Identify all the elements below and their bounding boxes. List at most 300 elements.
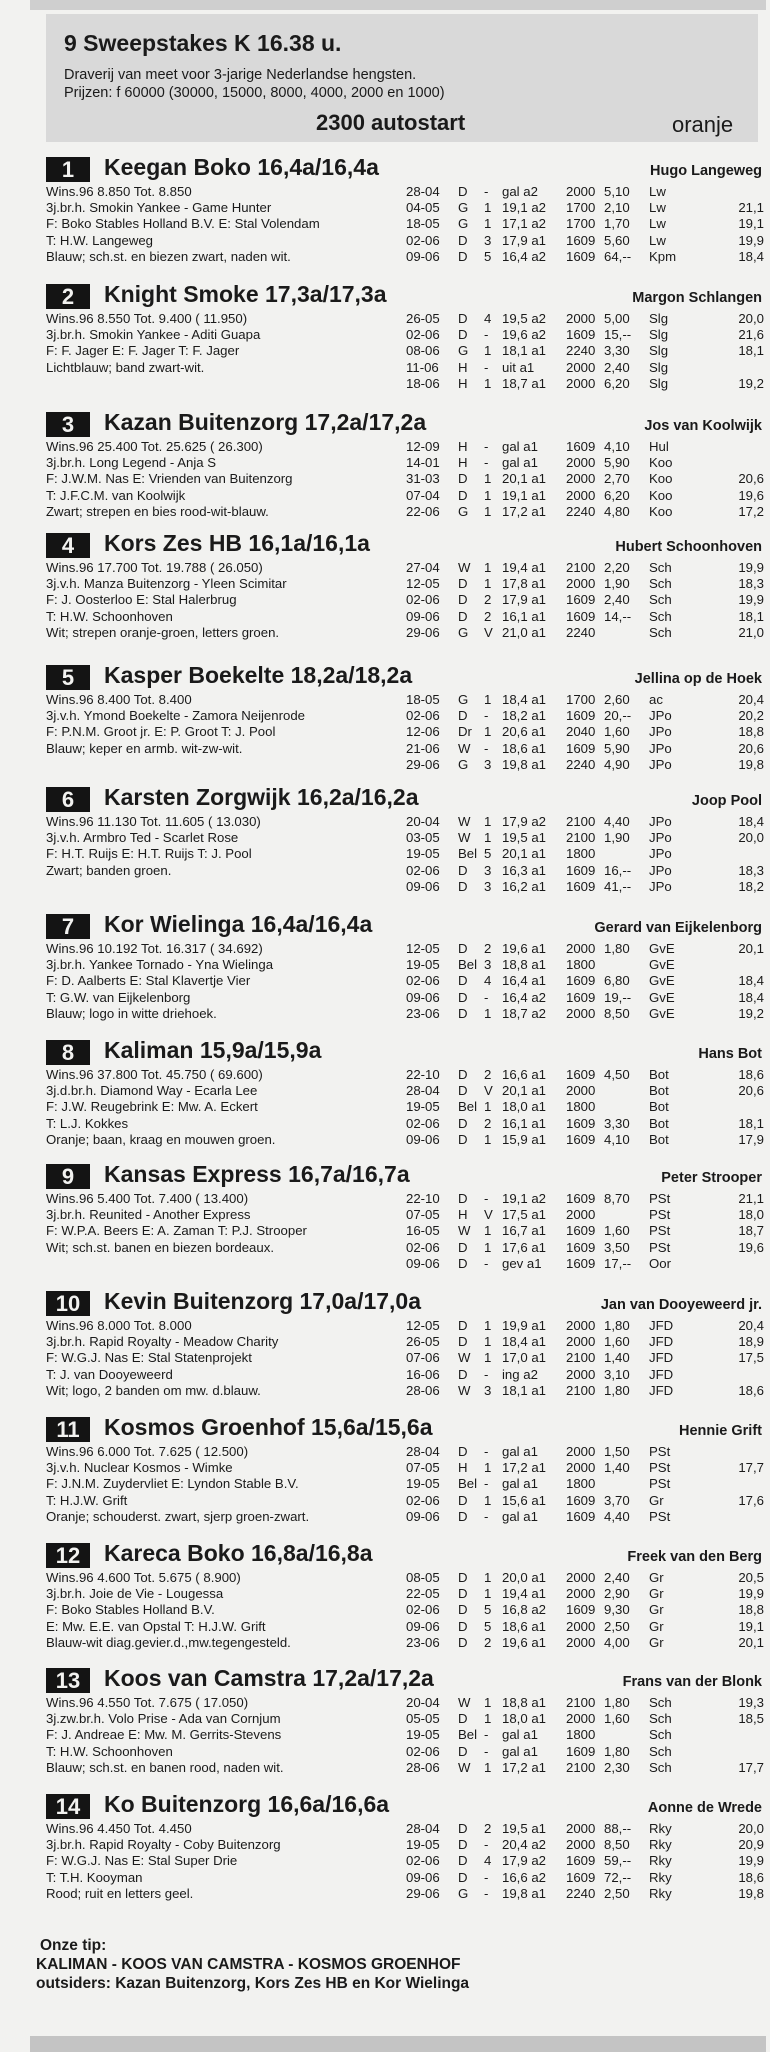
race-date: 07-06 bbox=[406, 1350, 440, 1366]
race-distance: 2100 bbox=[566, 830, 596, 846]
start-number-badge: 9 bbox=[46, 1164, 90, 1189]
race-time: gal a1 bbox=[502, 455, 538, 471]
race-distance: 1609 bbox=[566, 1492, 596, 1508]
race-time: 16,1 a1 bbox=[502, 1115, 546, 1131]
race-place: - bbox=[484, 1869, 489, 1885]
race-row bbox=[406, 1635, 764, 1651]
race-driver: PSt bbox=[649, 1444, 671, 1459]
race-place: 1 bbox=[484, 216, 492, 232]
race-row bbox=[406, 846, 764, 862]
race-row bbox=[406, 560, 764, 576]
race-row bbox=[406, 592, 764, 608]
race-distance: 2000 bbox=[566, 1318, 596, 1333]
race-distance: 1609 bbox=[566, 1239, 596, 1255]
race-date: 02-06 bbox=[406, 327, 440, 343]
race-track: D bbox=[458, 592, 468, 608]
race-row bbox=[406, 360, 764, 376]
driver-name: Hubert Schoonhoven bbox=[615, 539, 762, 555]
race-place: 4 bbox=[484, 973, 492, 989]
race-row bbox=[406, 1493, 764, 1509]
race-driver: Lw bbox=[649, 200, 666, 216]
race-time: 18,1 a1 bbox=[502, 343, 546, 359]
race-track: H bbox=[458, 1207, 468, 1223]
race-time: gal a1 bbox=[502, 1444, 538, 1459]
horse-name: Koos van Camstra 17,2a/17,2a bbox=[104, 1665, 434, 1691]
race-date: 23-06 bbox=[406, 1634, 440, 1650]
race-distance: 2000 bbox=[566, 359, 596, 375]
race-description bbox=[64, 66, 445, 102]
race-distance: 1609 bbox=[566, 327, 596, 343]
race-date: 03-05 bbox=[406, 830, 440, 846]
race-distance: 2000 bbox=[566, 1334, 596, 1350]
race-driver: Slg bbox=[649, 375, 669, 391]
driver-name: Hugo Langeweg bbox=[650, 163, 762, 179]
horse-name: Kors Zes HB 16,1a/16,1a bbox=[104, 530, 370, 556]
race-time: 16,4 a2 bbox=[502, 989, 546, 1005]
race-date: 09-06 bbox=[406, 1255, 440, 1271]
race-row bbox=[406, 1619, 764, 1635]
driver-name: Jos van Koolwijk bbox=[644, 418, 762, 434]
race-row bbox=[406, 1476, 764, 1492]
horse-info bbox=[46, 1067, 446, 1148]
race-place: 1 bbox=[484, 1350, 492, 1366]
race-distance: 2000 bbox=[566, 1207, 596, 1223]
horse-name: Kevin Buitenzorg 17,0a/17,0a bbox=[104, 1288, 422, 1314]
horse-name: Kareca Boko 16,8a/16,8a bbox=[104, 1540, 373, 1566]
race-time: 15,6 a1 bbox=[502, 1492, 546, 1508]
horse-entry bbox=[36, 1540, 764, 1664]
race-distance: 2100 bbox=[566, 1759, 596, 1775]
race-driver: Oor bbox=[649, 1255, 671, 1271]
horse-info bbox=[46, 1821, 446, 1902]
race-distance: 1609 bbox=[566, 1602, 596, 1618]
horse-info-line: 3j.v.h. Ymond Boekelte - Zamora Neijenrode bbox=[46, 708, 305, 724]
driver-name: Hennie Grift bbox=[679, 1423, 762, 1439]
race-odds: 19,-- bbox=[604, 989, 632, 1005]
race-place: 1 bbox=[484, 724, 492, 740]
race-track: D bbox=[458, 608, 468, 624]
race-odds: 5,90 bbox=[604, 455, 630, 471]
race-time: 19,5 a2 bbox=[502, 311, 546, 326]
race-row bbox=[406, 216, 764, 232]
race-place: 1 bbox=[484, 503, 492, 519]
race-odds: 1,80 bbox=[604, 1743, 630, 1759]
race-km-time: 19,6 bbox=[738, 487, 764, 503]
race-place: - bbox=[484, 1727, 489, 1743]
start-number-badge: 14 bbox=[46, 1794, 90, 1819]
race-odds: 1,90 bbox=[604, 576, 630, 592]
race-place: - bbox=[484, 327, 489, 343]
race-track: W bbox=[458, 560, 471, 575]
race-date: 02-06 bbox=[406, 232, 440, 248]
race-time: 19,6 a1 bbox=[502, 1634, 546, 1650]
driver-name: Jan van Dooyeweerd jr. bbox=[600, 1297, 762, 1313]
race-place: 1 bbox=[484, 375, 492, 391]
horse-entry bbox=[36, 1791, 764, 1915]
race-place: 4 bbox=[484, 1853, 492, 1869]
horse-info-line: Wins.96 25.400 Tot. 25.625 ( 26.300) bbox=[46, 439, 263, 454]
race-track: D bbox=[458, 1869, 468, 1885]
race-row bbox=[406, 504, 764, 520]
race-time: 19,6 a1 bbox=[502, 941, 546, 956]
race-track: Bel bbox=[458, 1476, 478, 1492]
race-distance: 1700 bbox=[566, 200, 596, 216]
horse-name: Karsten Zorgwijk 16,2a/16,2a bbox=[104, 784, 419, 810]
recent-races bbox=[406, 311, 764, 392]
race-row bbox=[406, 957, 764, 973]
race-date: 07-05 bbox=[406, 1460, 440, 1476]
race-date: 02-06 bbox=[406, 1115, 440, 1131]
race-date: 02-06 bbox=[406, 592, 440, 608]
race-time: 19,1 a2 bbox=[502, 200, 546, 216]
race-place: - bbox=[484, 184, 489, 199]
race-distance: 2240 bbox=[566, 624, 596, 640]
race-distance: 2000 bbox=[566, 1005, 596, 1021]
race-odds: 6,20 bbox=[604, 487, 630, 503]
race-place: 4 bbox=[484, 311, 492, 326]
race-distance: 2240 bbox=[566, 503, 596, 519]
race-row bbox=[406, 1367, 764, 1383]
race-distance: 2100 bbox=[566, 814, 596, 829]
race-driver: Sch bbox=[649, 608, 672, 624]
race-place: V bbox=[484, 1207, 493, 1223]
race-time: 16,6 a1 bbox=[502, 1067, 546, 1082]
race-row bbox=[406, 1570, 764, 1586]
horse-info bbox=[46, 1695, 446, 1776]
horse-info bbox=[46, 184, 446, 265]
race-date: 23-06 bbox=[406, 1005, 440, 1021]
race-row bbox=[406, 1853, 764, 1869]
race-time: 18,0 a1 bbox=[502, 1099, 546, 1115]
race-driver: JFD bbox=[649, 1318, 674, 1333]
race-date: 28-04 bbox=[406, 184, 440, 199]
race-time: 18,2 a1 bbox=[502, 708, 546, 724]
race-date: 19-05 bbox=[406, 1099, 440, 1115]
horse-info bbox=[46, 814, 446, 879]
race-place: 1 bbox=[484, 343, 492, 359]
race-date: 12-05 bbox=[406, 941, 440, 956]
race-date: 28-04 bbox=[406, 1444, 440, 1459]
recent-races bbox=[406, 1191, 764, 1272]
horse-info-line: Blauw; keper en armb. wit-zw-wit. bbox=[46, 740, 243, 756]
race-km-time: 21,6 bbox=[738, 327, 764, 343]
race-place: - bbox=[484, 989, 489, 1005]
race-driver: Rky bbox=[649, 1853, 672, 1869]
race-row bbox=[406, 1132, 764, 1148]
race-row bbox=[406, 830, 764, 846]
race-time: 16,3 a1 bbox=[502, 862, 546, 878]
recent-races bbox=[406, 941, 764, 1022]
race-odds: 3,30 bbox=[604, 343, 630, 359]
race-km-time: 18,1 bbox=[738, 343, 764, 359]
race-place: 2 bbox=[484, 592, 492, 608]
horse-info-line: 3j.br.h. Reunited - Another Express bbox=[46, 1207, 251, 1223]
race-odds: 17,-- bbox=[604, 1255, 632, 1271]
race-place: 5 bbox=[484, 846, 492, 862]
race-distance: 2000 bbox=[566, 576, 596, 592]
horse-info-line: Wins.96 4.450 Tot. 4.450 bbox=[46, 1821, 192, 1836]
race-distance: 1609 bbox=[566, 1131, 596, 1147]
race-track: D bbox=[458, 1743, 468, 1759]
race-track: D bbox=[458, 232, 468, 248]
race-date: 28-04 bbox=[406, 1821, 440, 1836]
race-driver: PSt bbox=[649, 1239, 671, 1255]
race-track: D bbox=[458, 1318, 468, 1333]
race-km-time: 19,9 bbox=[738, 1853, 764, 1869]
horse-info bbox=[46, 439, 446, 520]
race-driver: Sch bbox=[649, 592, 672, 608]
start-number-badge: 12 bbox=[46, 1543, 90, 1568]
race-distance: 1609 bbox=[566, 232, 596, 248]
race-track: G bbox=[458, 343, 469, 359]
race-place: 1 bbox=[484, 1239, 492, 1255]
race-place: 5 bbox=[484, 1602, 492, 1618]
horse-info-line: T: H.W. Langeweg bbox=[46, 232, 154, 248]
race-track: G bbox=[458, 216, 469, 232]
race-distance: 1609 bbox=[566, 1115, 596, 1131]
race-date: 09-06 bbox=[406, 1869, 440, 1885]
race-km-time: 19,8 bbox=[738, 756, 764, 772]
race-km-time: 19,8 bbox=[738, 1885, 764, 1901]
race-date: 02-06 bbox=[406, 1492, 440, 1508]
race-place: 1 bbox=[484, 1759, 492, 1775]
race-driver: Koo bbox=[649, 455, 673, 471]
race-time: gal a1 bbox=[502, 439, 538, 454]
race-time: gal a1 bbox=[502, 1476, 538, 1492]
race-track: D bbox=[458, 862, 468, 878]
race-time: 17,2 a1 bbox=[502, 503, 546, 519]
race-time: 18,4 a1 bbox=[502, 1334, 546, 1350]
horse-name: Ko Buitenzorg 16,6a/16,6a bbox=[104, 1791, 390, 1817]
race-track: G bbox=[458, 503, 469, 519]
race-row bbox=[406, 625, 764, 641]
race-track: D bbox=[458, 327, 468, 343]
recent-races bbox=[406, 184, 764, 265]
race-place: 1 bbox=[484, 576, 492, 592]
race-km-time: 18,5 bbox=[738, 1711, 764, 1727]
race-time: gal a1 bbox=[502, 1508, 538, 1524]
race-time: 17,9 a1 bbox=[502, 592, 546, 608]
race-odds: 1,90 bbox=[604, 830, 630, 846]
race-time: 16,7 a1 bbox=[502, 1223, 546, 1239]
race-date: 20-04 bbox=[406, 1695, 440, 1710]
race-odds: 5,60 bbox=[604, 232, 630, 248]
race-odds: 1,50 bbox=[604, 1444, 630, 1459]
driver-name: Margon Schlangen bbox=[632, 290, 762, 306]
race-date: 12-09 bbox=[406, 439, 440, 454]
race-track: D bbox=[458, 487, 468, 503]
horse-info-line: F: W.G.J. Nas E: Stal Statenprojekt bbox=[46, 1350, 252, 1366]
race-time: 15,9 a1 bbox=[502, 1131, 546, 1147]
race-km-time: 18,3 bbox=[738, 862, 764, 878]
race-track: G bbox=[458, 756, 469, 772]
race-row bbox=[406, 1586, 764, 1602]
race-odds: 6,80 bbox=[604, 973, 630, 989]
horse-info bbox=[46, 1570, 446, 1651]
horse-info-line: 3j.d.br.h. Diamond Way - Ecarla Lee bbox=[46, 1083, 258, 1099]
horse-info-line: E: Mw. E.E. van Opstal T: H.J.W. Grift bbox=[46, 1618, 266, 1634]
race-row bbox=[406, 814, 764, 830]
race-driver: ac bbox=[649, 692, 663, 707]
race-distance: 2100 bbox=[566, 1695, 596, 1710]
driver-name: Aonne de Wrede bbox=[647, 1800, 762, 1816]
race-time: 20,1 a1 bbox=[502, 846, 546, 862]
race-distance: 1609 bbox=[566, 1853, 596, 1869]
race-km-time: 18,8 bbox=[738, 724, 764, 740]
race-time: 16,1 a1 bbox=[502, 608, 546, 624]
horse-info-line: F: D. Aalberts E: Stal Klavertje Vier bbox=[46, 973, 251, 989]
race-km-time: 20,4 bbox=[738, 1318, 764, 1333]
race-distance: 2000 bbox=[566, 1083, 596, 1099]
race-km-time: 20,0 bbox=[738, 1821, 764, 1836]
race-time: gal a1 bbox=[502, 1743, 538, 1759]
race-place: - bbox=[484, 359, 489, 375]
race-km-time: 19,1 bbox=[738, 1618, 764, 1634]
race-km-time: 21,1 bbox=[738, 1191, 764, 1206]
race-track: D bbox=[458, 1837, 468, 1853]
race-row bbox=[406, 973, 764, 989]
horse-name: Knight Smoke 17,3a/17,3a bbox=[104, 281, 387, 307]
race-distance: 1609 bbox=[566, 1508, 596, 1524]
race-driver: Gr bbox=[649, 1602, 664, 1618]
race-km-time: 21,1 bbox=[738, 200, 764, 216]
race-driver: Sch bbox=[649, 1695, 672, 1710]
horse-info-line: Blauw; logo in witte driehoek. bbox=[46, 1005, 217, 1021]
race-driver: Koo bbox=[649, 487, 673, 503]
race-time: 18,8 a1 bbox=[502, 957, 546, 973]
race-track: D bbox=[458, 248, 468, 264]
race-row bbox=[406, 724, 764, 740]
race-driver: Bot bbox=[649, 1099, 669, 1115]
race-row bbox=[406, 249, 764, 265]
race-driver: Hul bbox=[649, 439, 669, 454]
race-distance: 1700 bbox=[566, 216, 596, 232]
race-driver: JPo bbox=[649, 862, 672, 878]
race-odds: 41,-- bbox=[604, 878, 632, 894]
top-strip bbox=[30, 0, 766, 10]
race-time: 19,6 a2 bbox=[502, 327, 546, 343]
race-km-time: 19,2 bbox=[738, 1005, 764, 1021]
race-km-time: 18,9 bbox=[738, 1334, 764, 1350]
race-track: D bbox=[458, 471, 468, 487]
horse-info-line: T: T.H. Kooyman bbox=[46, 1869, 143, 1885]
horse-entry bbox=[36, 409, 764, 533]
horse-info-line: T: H.W. Schoonhoven bbox=[46, 608, 173, 624]
race-track: H bbox=[458, 1460, 468, 1476]
race-track: G bbox=[458, 1885, 469, 1901]
race-distance: 1609 bbox=[566, 1255, 596, 1271]
horse-name: Kazan Buitenzorg 17,2a/17,2a bbox=[104, 409, 427, 435]
race-track: G bbox=[458, 200, 469, 216]
recent-races bbox=[406, 692, 764, 773]
race-driver: JFD bbox=[649, 1382, 674, 1398]
race-distance: 2100 bbox=[566, 1382, 596, 1398]
race-place: 3 bbox=[484, 878, 492, 894]
race-distance: 2000 bbox=[566, 1821, 596, 1836]
race-row bbox=[406, 692, 764, 708]
race-time: 19,9 a1 bbox=[502, 1318, 546, 1333]
race-odds: 3,50 bbox=[604, 1239, 630, 1255]
horse-info-line: 3j.br.h. Yankee Tornado - Yna Wielinga bbox=[46, 957, 274, 973]
race-time: 18,6 a1 bbox=[502, 1618, 546, 1634]
start-number-badge: 11 bbox=[46, 1417, 90, 1442]
race-driver: JPo bbox=[649, 708, 672, 724]
race-driver: PSt bbox=[649, 1223, 671, 1239]
race-row bbox=[406, 471, 764, 487]
race-time: 17,6 a1 bbox=[502, 1239, 546, 1255]
race-row bbox=[406, 455, 764, 471]
race-place: 5 bbox=[484, 1618, 492, 1634]
race-distance: 1609 bbox=[566, 862, 596, 878]
race-odds: 2,40 bbox=[604, 1570, 630, 1585]
race-driver: Koo bbox=[649, 503, 673, 519]
race-driver: Lw bbox=[649, 216, 666, 232]
race-driver: GvE bbox=[649, 941, 675, 956]
race-time: 17,8 a1 bbox=[502, 576, 546, 592]
race-km-time: 18,7 bbox=[738, 1223, 764, 1239]
race-driver: Lw bbox=[649, 184, 666, 199]
race-odds: 1,80 bbox=[604, 941, 630, 956]
race-place: 1 bbox=[484, 1005, 492, 1021]
horse-info-line: F: P.N.M. Groot jr. E: P. Groot T: J. Pool bbox=[46, 724, 276, 740]
race-km-time: 20,0 bbox=[738, 311, 764, 326]
race-odds: 15,-- bbox=[604, 327, 632, 343]
race-date: 27-04 bbox=[406, 560, 440, 575]
race-date: 02-06 bbox=[406, 708, 440, 724]
race-place: V bbox=[484, 1083, 493, 1099]
race-track: D bbox=[458, 1005, 468, 1021]
tip-picks: KALIMAN - KOOS VAN CAMSTRA - KOSMOS GROENHOF bbox=[36, 1956, 461, 1973]
race-distance: 1800 bbox=[566, 1727, 596, 1743]
tip-label: Onze tip: bbox=[40, 1937, 107, 1954]
race-distance: 2300 autostart bbox=[316, 110, 466, 135]
race-place: 2 bbox=[484, 941, 492, 956]
race-place: - bbox=[484, 1743, 489, 1759]
race-date: 02-06 bbox=[406, 1743, 440, 1759]
race-track: D bbox=[458, 1131, 468, 1147]
race-time: 18,0 a1 bbox=[502, 1711, 546, 1727]
driver-name: Gerard van Eijkelenborg bbox=[594, 920, 762, 936]
race-track: D bbox=[458, 1821, 468, 1836]
horse-info-line: Zwart; strepen en bies rood-wit-blauw. bbox=[46, 503, 269, 519]
race-time: uit a1 bbox=[502, 359, 535, 375]
horse-info-line: 3j.br.h. Rapid Royalty - Meadow Charity bbox=[46, 1334, 279, 1350]
race-km-time: 20,6 bbox=[738, 471, 764, 487]
race-row bbox=[406, 863, 764, 879]
race-track: H bbox=[458, 455, 468, 471]
race-place: 2 bbox=[484, 1634, 492, 1650]
race-track: D bbox=[458, 989, 468, 1005]
race-track: D bbox=[458, 1508, 468, 1524]
race-time: 18,7 a1 bbox=[502, 375, 546, 391]
race-place: 1 bbox=[484, 692, 492, 707]
horse-entry bbox=[36, 154, 764, 278]
race-odds: 59,-- bbox=[604, 1853, 632, 1869]
race-odds: 8,50 bbox=[604, 1005, 630, 1021]
horse-info-line: F: J. Oosterloo E: Stal Halerbrug bbox=[46, 592, 237, 608]
race-driver: Slg bbox=[649, 311, 669, 326]
race-date: 02-06 bbox=[406, 973, 440, 989]
start-number-badge: 6 bbox=[46, 787, 90, 812]
race-time: 16,2 a1 bbox=[502, 878, 546, 894]
race-driver: Slg bbox=[649, 359, 669, 375]
race-driver: JPo bbox=[649, 878, 672, 894]
race-odds: 2,50 bbox=[604, 1618, 630, 1634]
race-track: W bbox=[458, 830, 471, 846]
horse-info-line: Wins.96 37.800 Tot. 45.750 ( 69.600) bbox=[46, 1067, 263, 1082]
race-row bbox=[406, 741, 764, 757]
tip-outsiders: outsiders: Kazan Buitenzorg, Kors Zes HB en Kor Wielinga bbox=[36, 1975, 470, 1992]
